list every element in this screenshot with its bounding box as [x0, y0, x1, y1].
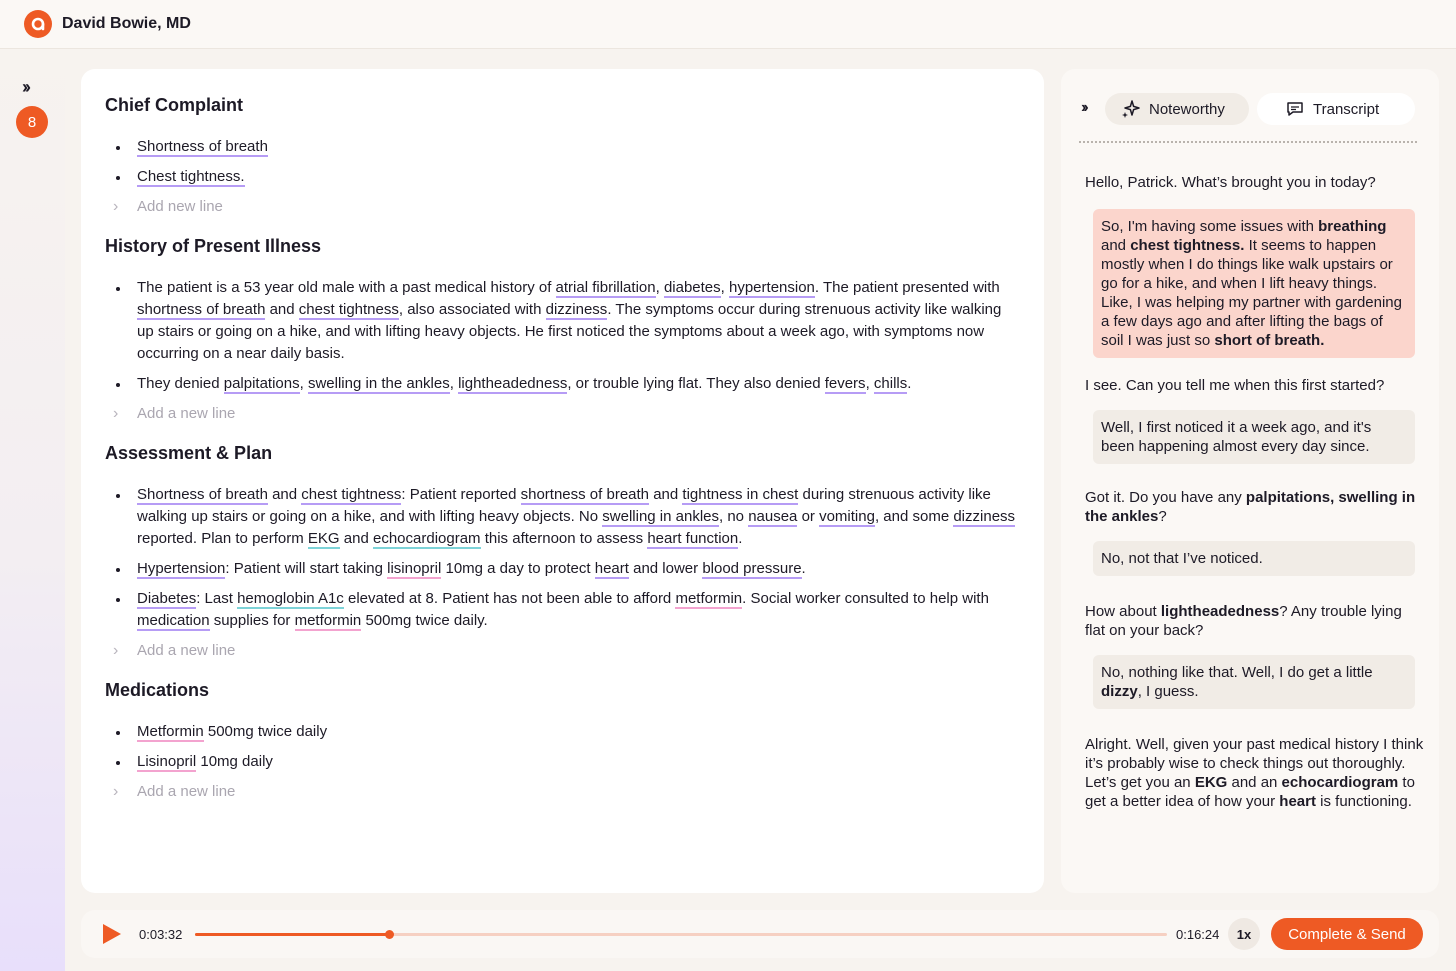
term[interactable]: dizziness [545, 301, 608, 318]
playback-progress [195, 933, 389, 936]
note-line[interactable]: Shortness of breath and chest tightness: Patient reported shortness of breath and tightness in chest during strenuous activity like walking up stairs or going on a hike, and with lifting heavy objects. No swelling in ankles, no nausea or vomiting, and some dizziness reported. Plan to perform EKG and echocardiogram this afternoon to assess heart function. [105, 484, 1020, 550]
notification-badge[interactable]: 8 [16, 106, 48, 138]
term[interactable]: Diabetes [137, 590, 197, 607]
add-line-button[interactable] [105, 403, 1020, 425]
left-rail [0, 49, 65, 971]
double-chevron-right-icon[interactable]: ›› [22, 77, 28, 97]
term[interactable]: vomiting [819, 508, 875, 525]
term[interactable]: heart [594, 560, 629, 577]
chevron-right-icon: › [113, 642, 119, 659]
add-line-label: Add a new line [137, 642, 236, 659]
term[interactable]: Metformin [137, 723, 204, 740]
add-line-label: Add new line [137, 198, 223, 215]
term[interactable]: swelling in ankles [602, 508, 719, 525]
speed-button[interactable]: 1x [1228, 918, 1260, 950]
term[interactable]: tightness in chest [682, 486, 799, 503]
term[interactable]: metformin [294, 612, 362, 629]
add-line-button[interactable] [105, 196, 1020, 218]
top-bar [0, 0, 1456, 49]
doctor-message: Got it. Do you have any palpitations, swelling in the ankles? [1085, 489, 1416, 525]
term[interactable]: echocardiogram [372, 530, 481, 547]
doctor-message: I see. Can you tell me when this first started? [1085, 377, 1385, 394]
term[interactable]: Shortness of breath [137, 138, 268, 155]
term[interactable]: heart function [647, 530, 739, 547]
section-title: History of Present Illness [105, 236, 322, 256]
note-line[interactable]: The patient is a 53 year old male with a past medical history of atrial fibrillation, diabetes, hypertension. The patient presented with shortness of breath and chest tightness, also associated with dizziness. The symptoms occur during strenuous activity like walking up stairs or going on a hike, and with lifting heavy objects. He first noticed the symptoms about a week ago, with symptoms now occurring on a near daily basis. [105, 277, 1020, 365]
term[interactable]: diabetes [663, 279, 721, 296]
section-chief-complaint [105, 95, 1020, 218]
term[interactable]: nausea [748, 508, 798, 525]
complete-send-button[interactable]: Complete & Send [1271, 918, 1423, 950]
patient-message[interactable]: No, nothing like that. Well, I do get a little dizzy, I guess. [1093, 655, 1415, 709]
term[interactable]: Chest tightness. [137, 168, 245, 185]
transcript-messages [1085, 173, 1425, 811]
tab-label: Transcript [1313, 100, 1380, 118]
term[interactable]: atrial fibrillation [555, 279, 656, 296]
doctor-message: Hello, Patrick. What’s brought you in today? [1085, 174, 1376, 191]
term[interactable]: lightheadedness [458, 375, 568, 392]
note-line[interactable]: Hypertension: Patient will start taking lisinopril 10mg a day to protect heart and lower blood pressure. [105, 558, 1020, 580]
note-line[interactable]: Diabetes: Last hemoglobin A1c elevated at 8. Patient has not been able to afford metformin. Social worker consulted to help with medication supplies for metformin 500mg twice daily. [105, 588, 1020, 632]
term[interactable]: hypertension [729, 279, 815, 296]
tab-noteworthy[interactable] [1105, 93, 1249, 125]
note-line[interactable]: Metformin 500mg twice daily [105, 721, 1020, 743]
section-assessment-plan [105, 443, 1020, 662]
tab-label: Noteworthy [1149, 100, 1225, 118]
term[interactable]: hemoglobin A1c [237, 590, 344, 607]
note-line[interactable] [105, 136, 1020, 158]
term[interactable]: lisinopril [387, 560, 442, 577]
patient-message-highlighted[interactable]: So, I'm having some issues with breathing and chest tightness. It seems to happen mostly when I do things like walk upstairs or go for a hike, and when I lift heavy things. Like, I was helping my partner with gardening a few days ago and after lifting the bags of soil I was just so short of breath. [1093, 209, 1415, 358]
term[interactable]: chest tightness [298, 301, 399, 318]
term[interactable]: medication [137, 612, 210, 629]
term[interactable]: chills [873, 375, 908, 392]
doctor-message: Alright. Well, given your past medical history I think it’s probably wise to check things out thoroughly. Let’s get you an EKG and an echocardiogram to get a better idea of how your heart is functioning. [1085, 736, 1424, 810]
chevron-right-icon: › [113, 783, 119, 800]
section-hpi [105, 236, 1020, 425]
term[interactable]: shortness of breath [137, 301, 266, 318]
add-line-label: Add a new line [137, 783, 236, 800]
panel-tabs [1061, 93, 1439, 125]
term[interactable]: palpitations [223, 375, 300, 392]
chat-bubble-icon [1285, 99, 1305, 119]
term[interactable]: metformin [675, 590, 743, 607]
transcript-panel [1061, 69, 1439, 893]
chevron-right-icon: › [113, 198, 119, 215]
app-logo-icon [24, 10, 52, 38]
term[interactable]: blood pressure [702, 560, 802, 577]
term[interactable]: swelling in the ankles [307, 375, 450, 392]
term[interactable]: fevers [824, 375, 866, 392]
add-line-label: Add a new line [137, 405, 236, 422]
add-line-button[interactable] [105, 640, 1020, 662]
playback-thumb[interactable] [385, 930, 394, 939]
section-medications [105, 680, 1020, 803]
section-title: Chief Complaint [105, 95, 243, 115]
doctor-message: How about lightheadedness? Any trouble lying flat on your back? [1085, 603, 1402, 639]
divider [1079, 141, 1417, 143]
term[interactable]: EKG [307, 530, 340, 547]
tab-transcript[interactable] [1257, 93, 1415, 125]
double-chevron-right-icon[interactable]: ›› [1081, 99, 1086, 116]
audio-player [81, 910, 1439, 958]
add-line-button[interactable] [105, 781, 1020, 803]
term[interactable]: Shortness of breath [137, 486, 268, 503]
note-line[interactable] [105, 166, 1020, 188]
note-line[interactable]: Lisinopril 10mg daily [105, 751, 1020, 773]
patient-message[interactable]: Well, I first noticed it a week ago, and it's been happening almost every day since. [1093, 410, 1415, 464]
term[interactable]: Hypertension [137, 560, 226, 577]
sparkle-icon [1121, 99, 1141, 119]
term[interactable]: Lisinopril [137, 753, 197, 770]
term[interactable]: chest tightness [301, 486, 402, 503]
total-time: 0:16:24 [1176, 927, 1220, 942]
note-line[interactable]: They denied palpitations, swelling in the ankles, lightheadedness, or trouble lying flat. They also denied fevers, chills. [105, 373, 1020, 395]
section-title: Medications [105, 680, 210, 700]
clinical-note [81, 69, 1044, 893]
doctor-name: David Bowie, MD [62, 15, 191, 32]
section-title: Assessment & Plan [105, 443, 273, 463]
current-time: 0:03:32 [139, 927, 183, 942]
term[interactable]: shortness of breath [520, 486, 650, 503]
patient-message[interactable]: No, not that I’ve noticed. [1093, 541, 1415, 576]
term[interactable]: dizziness [953, 508, 1016, 525]
play-icon[interactable] [103, 924, 121, 944]
chevron-right-icon: › [113, 405, 119, 422]
playback-slider[interactable] [195, 933, 1167, 936]
